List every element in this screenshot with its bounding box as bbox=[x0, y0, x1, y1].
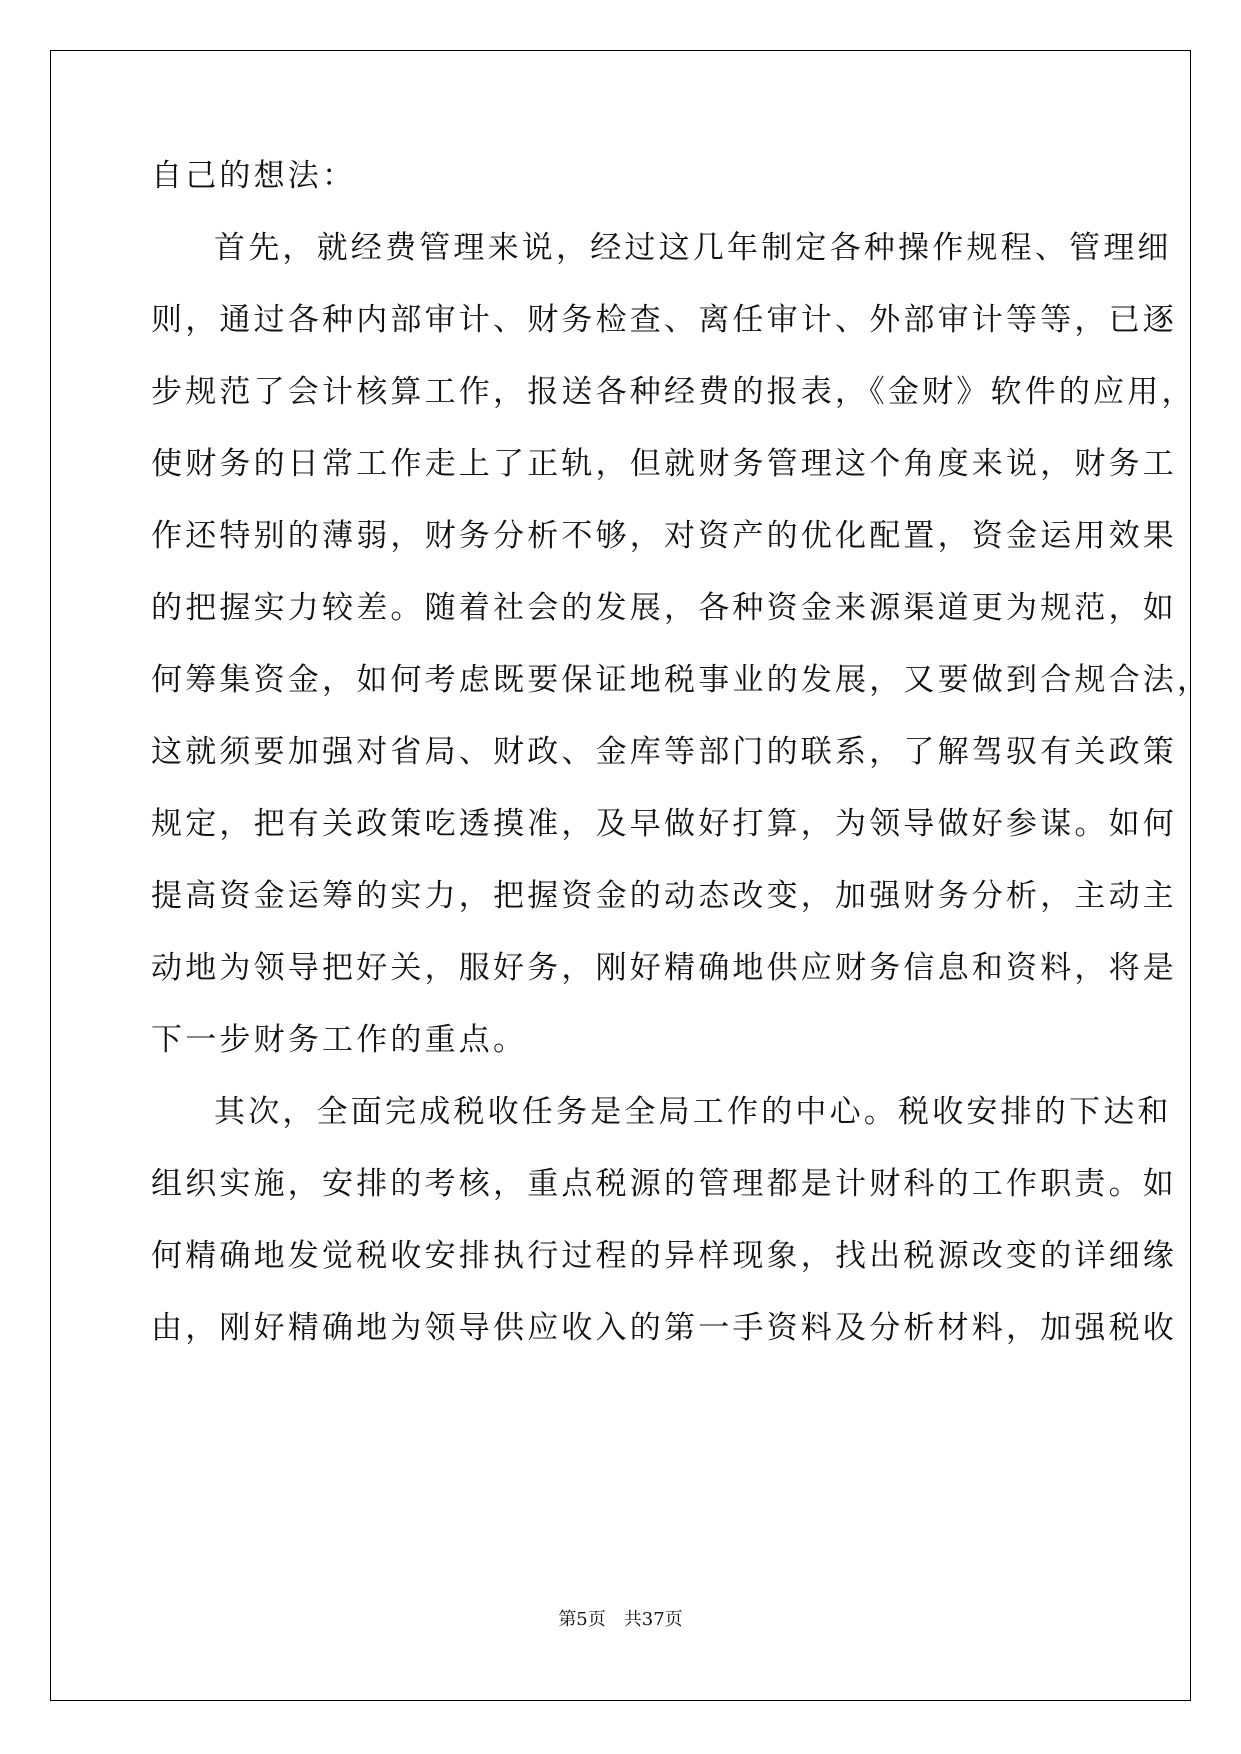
text-line: 自己的想法： bbox=[151, 158, 357, 194]
text-line: 使财务的日常工作走上了正轨，但就财务管理这个角度来说，财务工 bbox=[151, 446, 1177, 482]
text-line: 动地为领导把好关，服好务，刚好精确地供应财务信息和资料，将是 bbox=[151, 950, 1177, 986]
text-line: 步规范了会计核算工作，报送各种经费的报表，《金财》软件的应用， bbox=[151, 374, 1196, 410]
paragraph-1-start: 首先，就经费管理来说，经过这几年制定各种操作规程、管理细 bbox=[214, 230, 1172, 266]
text-line: 提高资金运筹的实力，把握资金的动态改变，加强财务分析，主动主 bbox=[151, 878, 1177, 914]
text-line: 的把握实力较差。随着社会的发展，各种资金来源渠道更为规范，如 bbox=[151, 590, 1177, 626]
page-footer bbox=[0, 1605, 1241, 1631]
text-line: 作还特别的薄弱，财务分析不够，对资产的优化配置，资金运用效果 bbox=[151, 518, 1177, 554]
page-total: 共37页 bbox=[623, 1609, 683, 1630]
text-line: 组织实施，安排的考核，重点税源的管理都是计财科的工作职责。如 bbox=[151, 1166, 1177, 1202]
text-line: 这就须要加强对省局、财政、金库等部门的联系，了解驾驭有关政策 bbox=[151, 734, 1177, 770]
text-line: 规定，把有关政策吃透摸准，及早做好打算，为领导做好参谋。如何 bbox=[151, 806, 1177, 842]
text-line: 何精确地发觉税收安排执行过程的异样现象，找出税源改变的详细缘 bbox=[151, 1238, 1177, 1274]
text-line: 由，刚好精确地为领导供应收入的第一手资料及分析材料，加强税收 bbox=[151, 1310, 1177, 1346]
text-line: 下一步财务工作的重点。 bbox=[151, 1022, 528, 1058]
text-line: 何筹集资金，如何考虑既要保证地税事业的发展，又要做到合规合法， bbox=[151, 662, 1212, 698]
page-number: 第5页 bbox=[558, 1609, 606, 1630]
paragraph-2-start: 其次，全面完成税收任务是全局工作的中心。税收安排的下达和 bbox=[214, 1094, 1172, 1130]
text-line: 则，通过各种内部审计、财务检查、离任审计、外部审计等等，已逐 bbox=[151, 302, 1177, 338]
